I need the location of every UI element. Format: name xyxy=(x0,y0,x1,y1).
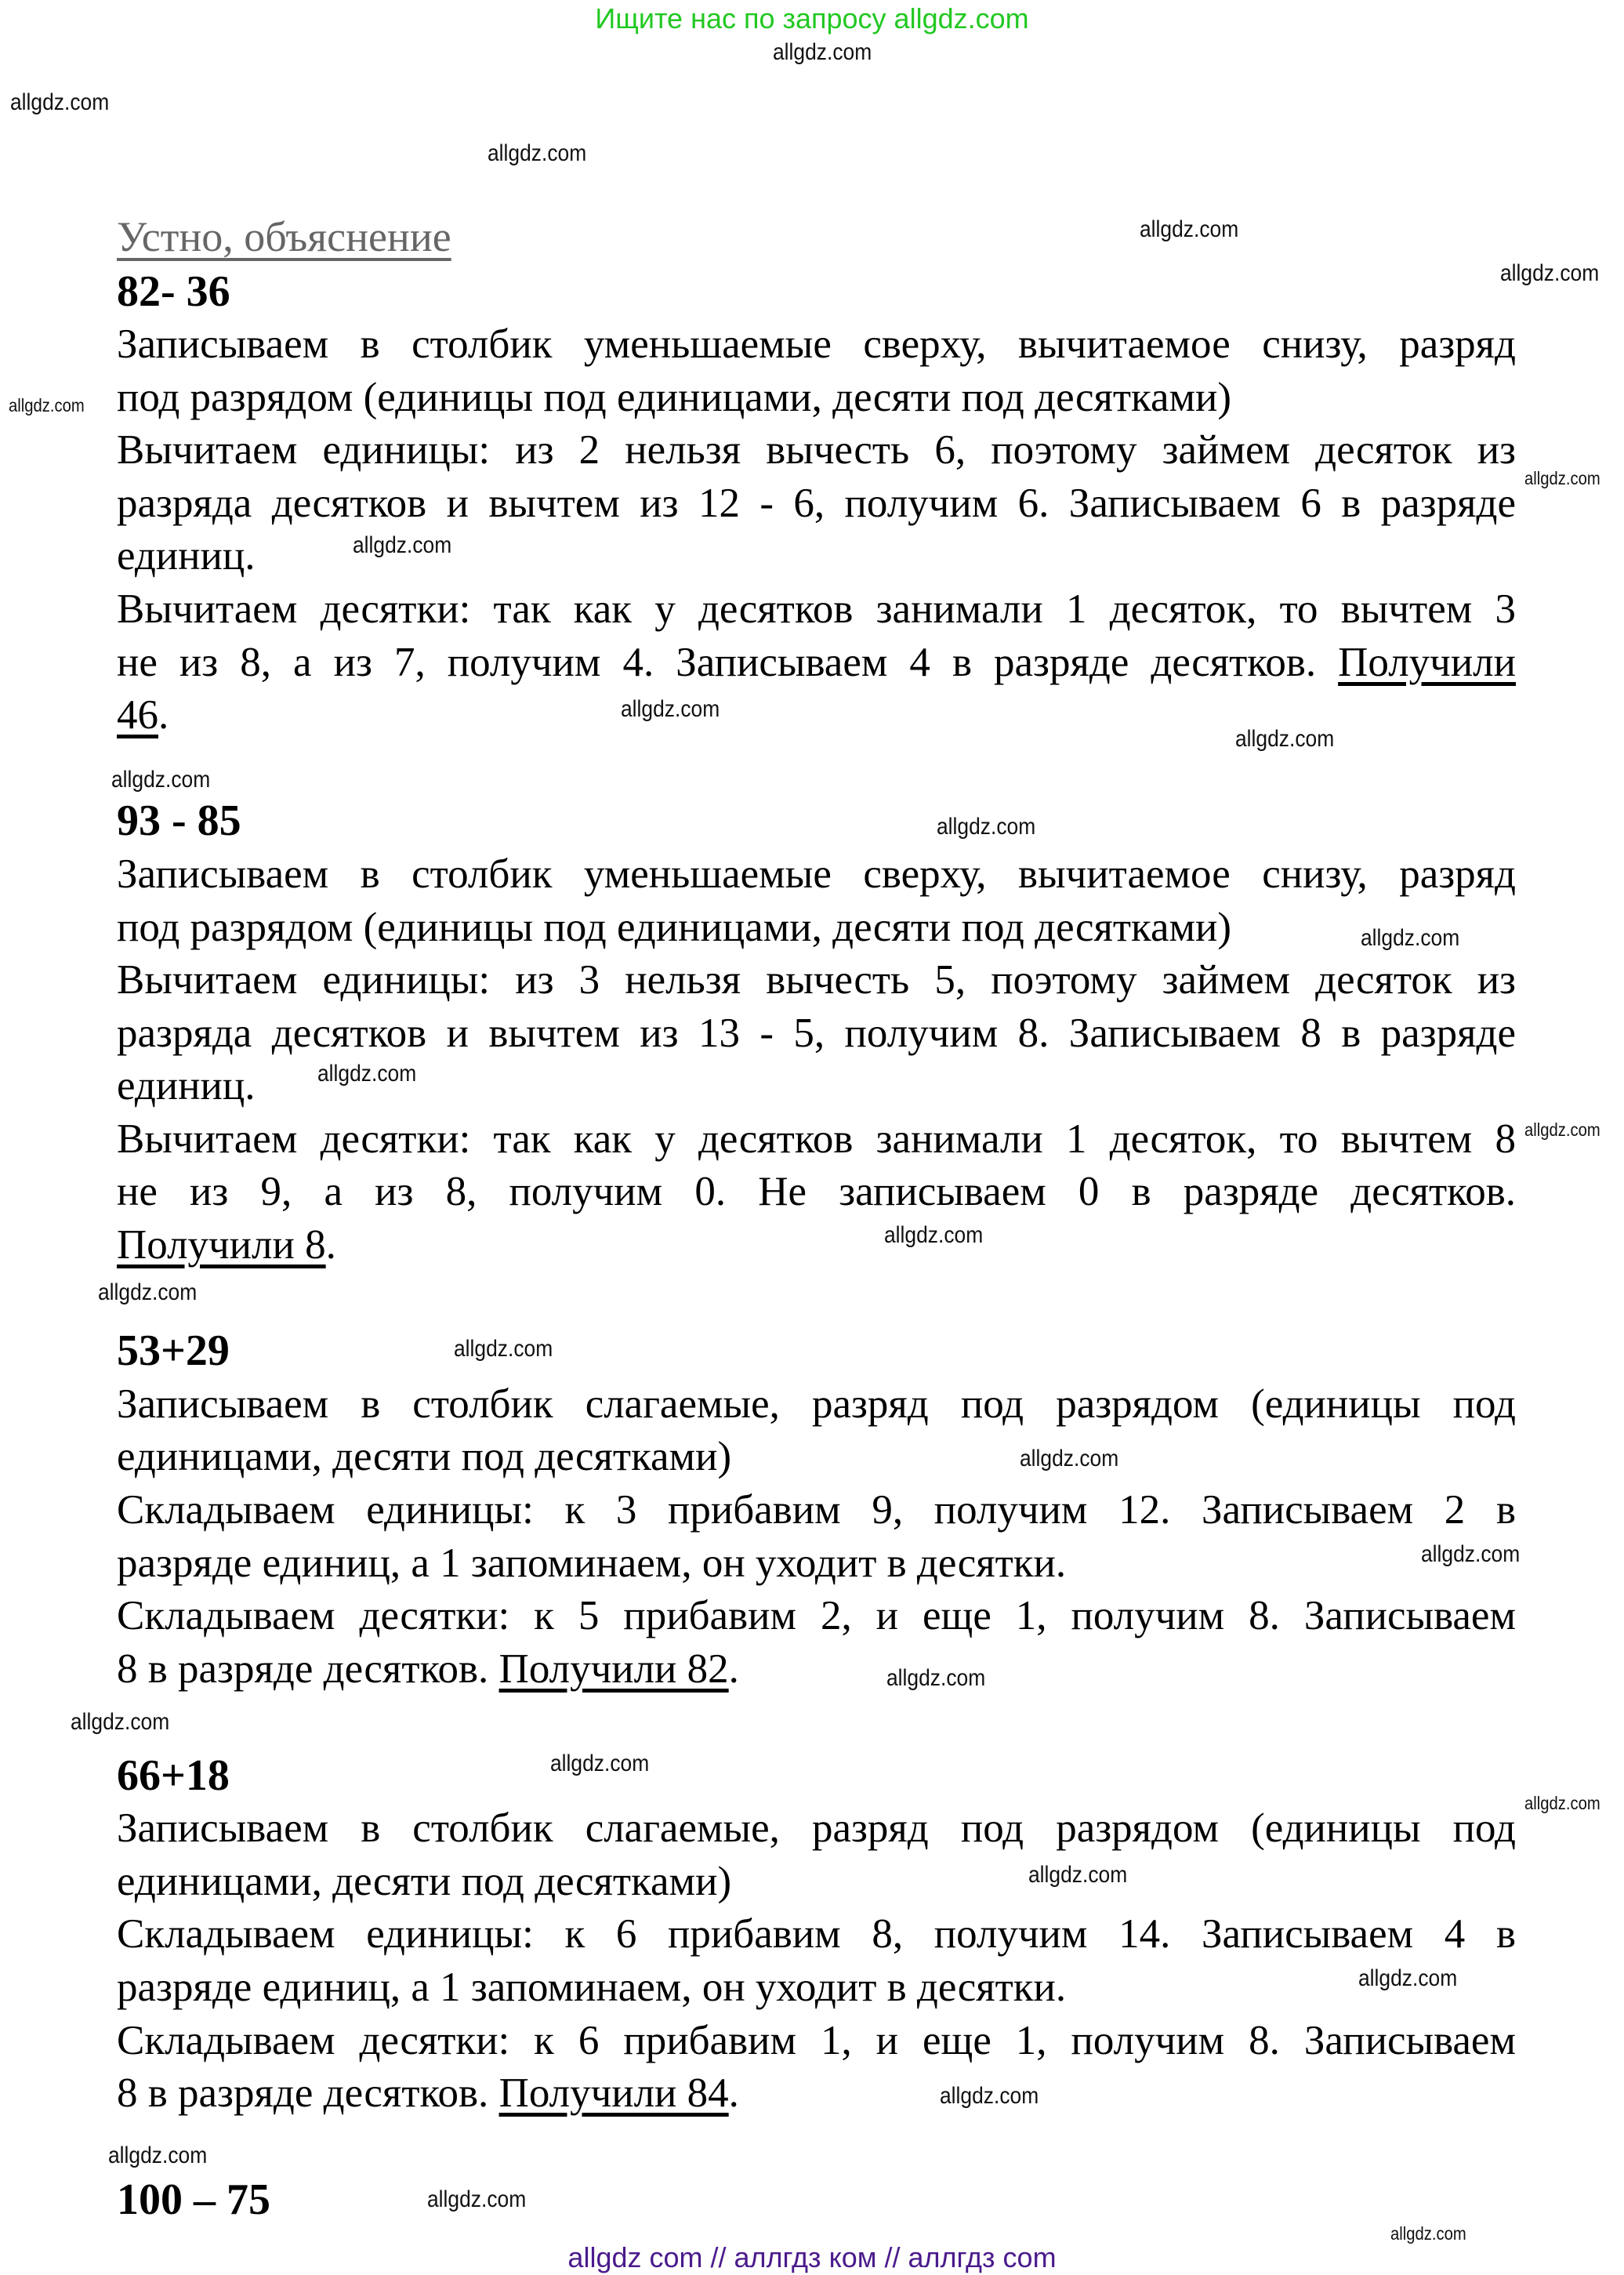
answer-underlined: Получили 82 xyxy=(498,1645,729,1692)
text-segment: Вычитаем единицы: из 2 нельзя вычесть 6, поэтому займем десяток из xyxy=(117,427,1516,474)
text-line xyxy=(117,372,1516,423)
text-line xyxy=(117,902,1516,953)
answer-underlined: Получили xyxy=(1338,639,1516,685)
answer-underlined: Получили 8 xyxy=(117,1222,326,1268)
answer-underlined: 46 xyxy=(117,692,158,738)
text-segment: не из 9, а из 8, получим 0. Не записываем 0 в разряде десятков. xyxy=(117,1169,1516,1215)
text-segment: разряда десятков и вычтем из 13 - 5, получим 8. Записываем 8 в разряде xyxy=(117,1010,1516,1056)
text-segment: единицами, десяти под десятками) xyxy=(117,1434,732,1480)
watermark-text: allgdz.com xyxy=(1524,1793,1600,1813)
text-segment: не из 8, а из 7, получим 4. Записываем 4 в разряде десятков. xyxy=(117,639,1339,685)
text-segment: под разрядом (единицы под единицами, десяти под десятками) xyxy=(117,374,1232,420)
watermark-text: allgdz.com xyxy=(353,532,452,558)
text-line xyxy=(117,1908,1516,1960)
text-segment: . xyxy=(158,692,169,738)
watermark-text: allgdz.com xyxy=(1235,726,1335,752)
text-line xyxy=(117,1166,1516,1217)
text-segment: единиц. xyxy=(117,533,256,579)
text-segment: Вычитаем единицы: из 3 нельзя вычесть 5, поэтому займем десяток из xyxy=(117,957,1516,1003)
text-segment: разряде единиц, а 1 запоминаем, он уходит в десятки. xyxy=(117,1540,1067,1586)
text-segment: Вычитаем десятки: так как у десятков занимали 1 десяток, то вычтем 8 xyxy=(117,1116,1516,1162)
text-segment: разряде единиц, а 1 запоминаем, он уходит в десятки. xyxy=(117,1965,1067,2010)
watermark-text: allgdz.com xyxy=(98,1279,198,1305)
text-line xyxy=(117,954,1516,1006)
text-segment: под разрядом (единицы под единицами, десяти под десятками) xyxy=(117,904,1232,950)
watermark-text: allgdz.com xyxy=(71,1709,170,1735)
text-segment: . xyxy=(325,1222,336,1268)
watermark-text: allgdz.com xyxy=(1140,216,1239,242)
text-line xyxy=(117,1961,1516,2013)
problem-heading: 93 - 85 xyxy=(117,796,241,846)
watermark-text: allgdz.com xyxy=(9,395,85,415)
text-line xyxy=(117,1802,1516,1854)
text-segment: Записываем в столбик слагаемые, разряд под разрядом (единицы под xyxy=(117,1805,1516,1852)
text-line xyxy=(117,1537,1516,1589)
text-line xyxy=(117,2067,1516,2119)
search-banner[interactable]: Ищите нас по запросу allgdz.com xyxy=(595,2,1029,34)
text-segment: Складываем единицы: к 6 прибавим 8, получим 14. Записываем 4 в xyxy=(117,1911,1516,1958)
watermark-text: allgdz.com xyxy=(937,814,1036,840)
watermark-text: allgdz.com xyxy=(886,1665,986,1691)
watermark-text: allgdz.com xyxy=(621,696,720,722)
text-segment: Записываем в столбик уменьшаемые сверху, вычитаемое снизу, разряд xyxy=(117,321,1516,368)
text-segment: единиц. xyxy=(117,1063,256,1109)
watermark-text: allgdz.com xyxy=(773,39,872,65)
watermark-text: allgdz.com xyxy=(1524,1119,1600,1140)
page-title: Устно, объяснение xyxy=(117,213,451,260)
text-line xyxy=(117,1007,1516,1059)
watermark-text: allgdz.com xyxy=(1390,2223,1466,2244)
text-line xyxy=(117,424,1516,476)
text-segment: . xyxy=(728,1645,739,1692)
text-line xyxy=(117,2015,1516,2066)
text-line xyxy=(117,848,1516,900)
watermark-text: allgdz.com xyxy=(1028,1862,1128,1888)
watermark-text: allgdz.com xyxy=(454,1336,553,1362)
text-line xyxy=(117,1113,1516,1165)
text-segment: 8 в разряде десятков. xyxy=(117,1645,499,1692)
text-segment: разряда десятков и вычтем из 12 - 6, получим 6. Записываем 6 в разряде xyxy=(117,480,1516,526)
text-segment: единицами, десяти под десятками) xyxy=(117,1858,732,1904)
text-segment: 8 в разряде десятков. xyxy=(117,2070,499,2117)
watermark-text: allgdz.com xyxy=(550,1751,650,1776)
text-segment: Складываем десятки: к 6 прибавим 1, и еще 1, получим 8. Записываем xyxy=(117,2017,1516,2063)
text-segment: . xyxy=(728,2070,739,2117)
text-line xyxy=(117,1484,1516,1536)
watermark-text: allgdz.com xyxy=(1358,1965,1458,1991)
watermark-text: allgdz.com xyxy=(108,2143,208,2168)
watermark-text: allgdz.com xyxy=(1020,1446,1119,1471)
text-line xyxy=(117,1378,1516,1430)
text-line xyxy=(117,637,1516,688)
text-line xyxy=(117,530,1516,582)
text-line xyxy=(117,1219,1516,1271)
text-line xyxy=(117,1590,1516,1642)
watermark-text: allgdz.com xyxy=(317,1061,417,1087)
footer-banner[interactable]: allgdz com // аллгдз ком // аллгдз com xyxy=(567,2241,1057,2273)
text-segment: Складываем единицы: к 3 прибавим 9, получим 12. Записываем 2 в xyxy=(117,1486,1516,1533)
text-line xyxy=(117,318,1516,370)
text-line xyxy=(117,477,1516,529)
watermark-text: allgdz.com xyxy=(1500,260,1600,286)
text-segment: Складываем десятки: к 5 прибавим 2, и еще 1, получим 8. Записываем xyxy=(117,1593,1516,1639)
watermark-text: allgdz.com xyxy=(1421,1541,1521,1567)
problem-heading: 82- 36 xyxy=(117,267,230,316)
text-segment: Вычитаем десятки: так как у десятков занимали 1 десяток, то вычтем 3 xyxy=(117,586,1516,633)
watermark-text: allgdz.com xyxy=(488,140,587,166)
problem-heading: 66+18 xyxy=(117,1751,230,1800)
watermark-text: allgdz.com xyxy=(427,2186,527,2212)
watermark-text: allgdz.com xyxy=(1524,468,1600,488)
problem-heading: 100 – 75 xyxy=(117,2175,270,2225)
text-line xyxy=(117,1431,1516,1482)
text-line xyxy=(117,1643,1516,1695)
watermark-text: allgdz.com xyxy=(884,1222,984,1248)
watermark-text: allgdz.com xyxy=(10,89,110,115)
text-segment: Записываем в столбик слагаемые, разряд под разрядом (единицы под xyxy=(117,1381,1516,1427)
answer-underlined: Получили 84 xyxy=(498,2070,729,2117)
text-line xyxy=(117,1856,1516,1907)
watermark-text: allgdz.com xyxy=(1361,925,1460,951)
text-segment: Записываем в столбик уменьшаемые сверху, вычитаемое снизу, разряд xyxy=(117,851,1516,897)
text-line xyxy=(117,583,1516,635)
problem-heading: 53+29 xyxy=(117,1326,230,1376)
watermark-text: allgdz.com xyxy=(940,2083,1039,2109)
watermark-text: allgdz.com xyxy=(111,767,211,793)
